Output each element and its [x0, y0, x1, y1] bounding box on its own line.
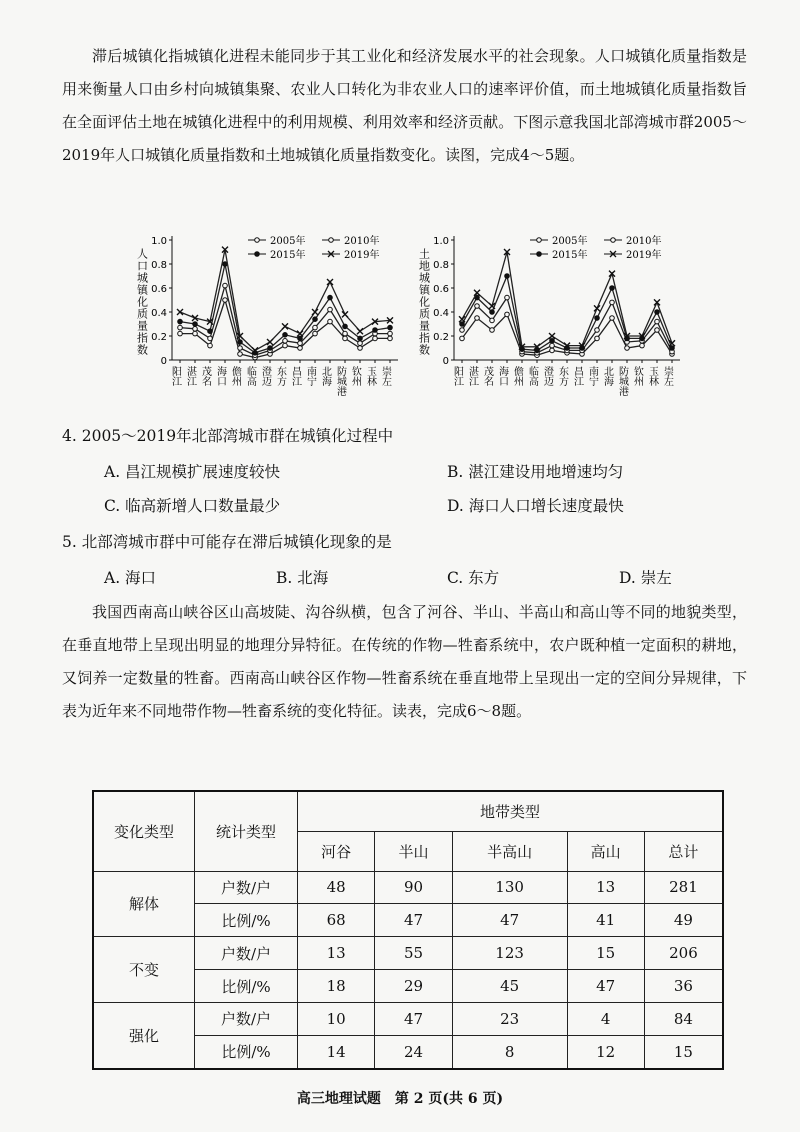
table-cell: 84 [644, 1003, 723, 1036]
table-cell: 24 [375, 1035, 452, 1069]
data-point [594, 305, 600, 311]
data-point [505, 295, 510, 300]
x-tick-label: 东方 [274, 366, 286, 386]
data-point [505, 274, 510, 279]
x-tick-label: 崇左 [661, 366, 673, 386]
table-cell: 13 [567, 871, 644, 904]
y-tick-label: 0.2 [433, 332, 449, 343]
data-point [298, 341, 303, 346]
data-point [610, 300, 615, 305]
x-tick-label: 南宁 [586, 366, 598, 386]
data-point [267, 339, 273, 345]
zone-header: 总计 [644, 831, 723, 871]
data-point [238, 346, 243, 351]
zone-header: 半山 [375, 831, 452, 871]
table-cell: 45 [452, 970, 567, 1003]
legend-marker [255, 252, 260, 257]
header-stat-type: 统计类型 [195, 791, 298, 871]
legend-marker [537, 238, 542, 243]
data-point [208, 329, 213, 334]
table-cell: 15 [644, 1035, 723, 1069]
q5-option-a[interactable]: A. 海口 [104, 569, 157, 587]
q5-option-c[interactable]: C. 东方 [447, 569, 500, 587]
change-type-cell: 解体 [93, 871, 195, 937]
data-point [283, 333, 288, 338]
data-point [640, 343, 645, 348]
x-tick-label: 钦州 [631, 366, 643, 386]
data-point [223, 283, 228, 288]
q4-option-c[interactable]: C. 临高新增人口数量最少 [104, 497, 281, 515]
data-point [328, 295, 333, 300]
legend-marker [329, 238, 334, 243]
data-point [283, 339, 288, 344]
data-point [358, 336, 363, 341]
legend-label: 2010年 [626, 236, 662, 247]
table-cell: 14 [298, 1035, 375, 1069]
table-cell: 130 [452, 871, 567, 904]
x-tick-label: 儋州 [229, 366, 241, 386]
legend-label: 2019年 [344, 250, 380, 261]
legend-label: 2005年 [552, 236, 588, 247]
change-type-cell: 强化 [93, 1003, 195, 1070]
data-point [358, 341, 363, 346]
data-point [373, 336, 378, 341]
y-tick-label: 0.4 [433, 308, 449, 319]
question-5-stem: 5. 北部湾城市群中可能存在滞后城镇化现象的是 [62, 533, 392, 551]
x-tick-label: 玉林 [646, 366, 658, 386]
q5-option-d[interactable]: D. 崇左 [619, 569, 672, 587]
x-tick-label: 南宁 [304, 366, 316, 386]
data-point [313, 317, 318, 322]
y-tick-label: 1.0 [433, 236, 449, 247]
table-cell: 4 [567, 1003, 644, 1036]
x-tick-label: 玉林 [364, 366, 376, 386]
x-tick-label: 儋州 [511, 366, 523, 386]
q4-option-a[interactable]: A. 昌江规模扩展速度较快 [104, 463, 281, 481]
table-cell: 8 [452, 1035, 567, 1069]
x-tick-label: 临高 [526, 366, 538, 386]
data-point [298, 346, 303, 351]
data-point [610, 316, 615, 321]
y-tick-label: 0.6 [151, 284, 167, 295]
x-tick-label: 湛江 [466, 366, 478, 386]
x-tick-label: 临高 [244, 366, 256, 386]
data-point [655, 319, 660, 324]
data-point [388, 331, 393, 336]
x-tick-label: 澄迈 [259, 366, 271, 386]
data-point [313, 331, 318, 336]
x-tick-label: 海口 [214, 366, 226, 386]
table-cell: 18 [298, 970, 375, 1003]
data-point [550, 339, 555, 344]
x-tick-label: 钦州 [349, 366, 361, 386]
y-tick-label: 0 [442, 356, 449, 367]
data-point [655, 310, 660, 315]
table-cell: 12 [567, 1035, 644, 1069]
legend-label: 2005年 [270, 236, 306, 247]
legend-label: 2015年 [552, 250, 588, 261]
zone-header: 河谷 [298, 831, 375, 871]
header-zone-type: 地带类型 [298, 791, 724, 831]
data-point [268, 346, 273, 351]
data-point [490, 318, 495, 323]
table-row [93, 937, 723, 970]
data-point [460, 322, 465, 327]
y-tick-label: 0.4 [151, 308, 167, 319]
data-point [460, 328, 465, 333]
table-cell: 68 [298, 904, 375, 937]
data-point [327, 279, 333, 285]
table-cell: 36 [644, 970, 723, 1003]
table-cell: 49 [644, 904, 723, 937]
x-tick-label: 茂名 [199, 366, 211, 386]
data-point [505, 312, 510, 317]
table-cell: 123 [452, 937, 567, 970]
q5-option-b[interactable]: B. 北海 [276, 569, 329, 587]
y-tick-label: 0.2 [151, 332, 167, 343]
data-point [193, 327, 198, 332]
x-tick-label: 昌江 [571, 366, 583, 386]
data-point [178, 319, 183, 324]
page-footer: 高三地理试题 第 2 页(共 6 页) [296, 1091, 504, 1107]
table-cell: 281 [644, 871, 723, 904]
intro-paragraph: 滞后城镇化指城镇化进程未能同步于其工业化和经济发展水平的社会现象。人口城镇化质量指数是用来衡量人口由乡村向城镇集聚、农业人口转化为非农业人口的速率评价值，而土地城镇化质量指数旨在全面评估土地在城镇化进程中的利用规模、利用效率和经济贡献。下图示意我国北部湾城市群2005～2019年人口城镇化质量指数和土地城镇化质量指数变化。读图，完成4～5题。 [62, 47, 747, 164]
x-tick-label: 东方 [556, 366, 568, 386]
data-point [475, 304, 480, 309]
y-axis-label: 土地城镇化质量指数 [417, 248, 431, 356]
stat-label: 比例/% [195, 970, 298, 1003]
data-point [208, 343, 213, 348]
data-point [388, 325, 393, 330]
data-point [328, 307, 333, 312]
change-type-cell: 不变 [93, 937, 195, 1003]
data-point [595, 328, 600, 333]
stat-label: 户数/户 [195, 937, 298, 970]
data-point [550, 343, 555, 348]
data-point [490, 328, 495, 333]
data-point [655, 328, 660, 333]
legend-label: 2010年 [344, 236, 380, 247]
stat-label: 比例/% [195, 904, 298, 937]
data-point [343, 324, 348, 329]
data-point [595, 336, 600, 341]
y-axis-label: 人口城镇化质量指数 [135, 248, 149, 356]
y-tick-label: 0.8 [151, 260, 167, 271]
intro-paragraph-2: 我国西南高山峡谷区山高坡陡、沟谷纵横，包含了河谷、半山、半高山和高山等不同的地貌类型，在垂直地带上呈现出明显的地理分异特征。在传统的作物—牲畜系统中，农户既种植一定面积的耕地，又饲养一定数量的牲畜。西南高山峡谷区作物—牲畜系统在垂直地带上呈现出一定的空间分异规律，下表为近年来不同地带作物—牲畜系统的变化特征。读表，完成6～8题。 [62, 603, 747, 720]
legend-marker [611, 238, 616, 243]
zone-header: 高山 [567, 831, 644, 871]
q4-option-b[interactable]: B. 湛江建设用地增速均匀 [447, 463, 624, 481]
table-cell: 47 [375, 1003, 452, 1036]
table-cell: 206 [644, 937, 723, 970]
x-tick-label: 澄迈 [541, 366, 553, 386]
stat-label: 户数/户 [195, 871, 298, 904]
data-point [460, 336, 465, 341]
data-point [343, 336, 348, 341]
x-tick-label: 防城港 [334, 366, 346, 396]
data-point [298, 336, 303, 341]
legend-label: 2015年 [270, 250, 306, 261]
table-cell: 55 [375, 937, 452, 970]
x-tick-label: 阳江 [451, 366, 463, 386]
x-tick-label: 防城港 [616, 366, 628, 396]
data-point [358, 346, 363, 351]
data-point [610, 286, 615, 291]
q4-option-d[interactable]: D. 海口人口增长速度最快 [447, 497, 624, 515]
data-point [625, 346, 630, 351]
data-point [238, 352, 243, 357]
data-point [223, 298, 228, 303]
y-tick-label: 0.8 [433, 260, 449, 271]
x-tick-label: 崇左 [379, 366, 391, 386]
data-point [654, 299, 660, 305]
table-cell: 23 [452, 1003, 567, 1036]
y-tick-label: 0 [160, 356, 167, 367]
table-cell: 10 [298, 1003, 375, 1036]
data-point [475, 316, 480, 321]
data-point [357, 328, 363, 334]
x-tick-label: 海口 [496, 366, 508, 386]
data-point [670, 346, 675, 351]
table-cell: 48 [298, 871, 375, 904]
population-urbanization-chart [130, 228, 410, 418]
data-point [178, 325, 183, 330]
table-row [93, 871, 723, 904]
x-tick-label: 北海 [319, 366, 331, 386]
crop-livestock-table [92, 790, 724, 1070]
data-point [328, 319, 333, 324]
data-point [490, 310, 495, 315]
data-point [177, 309, 183, 315]
data-point [342, 311, 348, 317]
table-cell: 41 [567, 904, 644, 937]
data-point [313, 325, 318, 330]
x-tick-label: 昌江 [289, 366, 301, 386]
data-point [312, 309, 318, 315]
data-point [343, 331, 348, 336]
table-cell: 90 [375, 871, 452, 904]
data-point [208, 336, 213, 341]
y-tick-label: 1.0 [151, 236, 167, 247]
stat-label: 户数/户 [195, 1003, 298, 1036]
data-point [388, 336, 393, 341]
header-change-type: 变化类型 [93, 791, 195, 871]
x-tick-label: 茂名 [481, 366, 493, 386]
land-urbanization-chart [412, 228, 692, 418]
data-point [238, 340, 243, 345]
data-point [283, 343, 288, 348]
stat-label: 比例/% [195, 1035, 298, 1069]
legend-marker [255, 238, 260, 243]
table-cell: 29 [375, 970, 452, 1003]
data-point [282, 323, 288, 329]
data-point [193, 322, 198, 327]
data-point [193, 331, 198, 336]
table-cell: 15 [567, 937, 644, 970]
data-point [550, 348, 555, 353]
x-tick-label: 北海 [601, 366, 613, 386]
table-cell: 47 [375, 904, 452, 937]
data-point [595, 316, 600, 321]
table-cell: 47 [567, 970, 644, 1003]
table-row [93, 1003, 723, 1036]
series-line [462, 252, 672, 347]
y-tick-label: 0.6 [433, 284, 449, 295]
table-cell: 13 [298, 937, 375, 970]
legend-label: 2019年 [626, 250, 662, 261]
data-point [178, 331, 183, 336]
x-tick-label: 湛江 [184, 366, 196, 386]
data-point [373, 328, 378, 333]
zone-header: 半高山 [452, 831, 567, 871]
table-cell: 47 [452, 904, 567, 937]
legend-marker [537, 252, 542, 257]
question-4-stem: 4. 2005～2019年北部湾城市群在城镇化过程中 [62, 427, 394, 445]
x-tick-label: 阳江 [169, 366, 181, 386]
